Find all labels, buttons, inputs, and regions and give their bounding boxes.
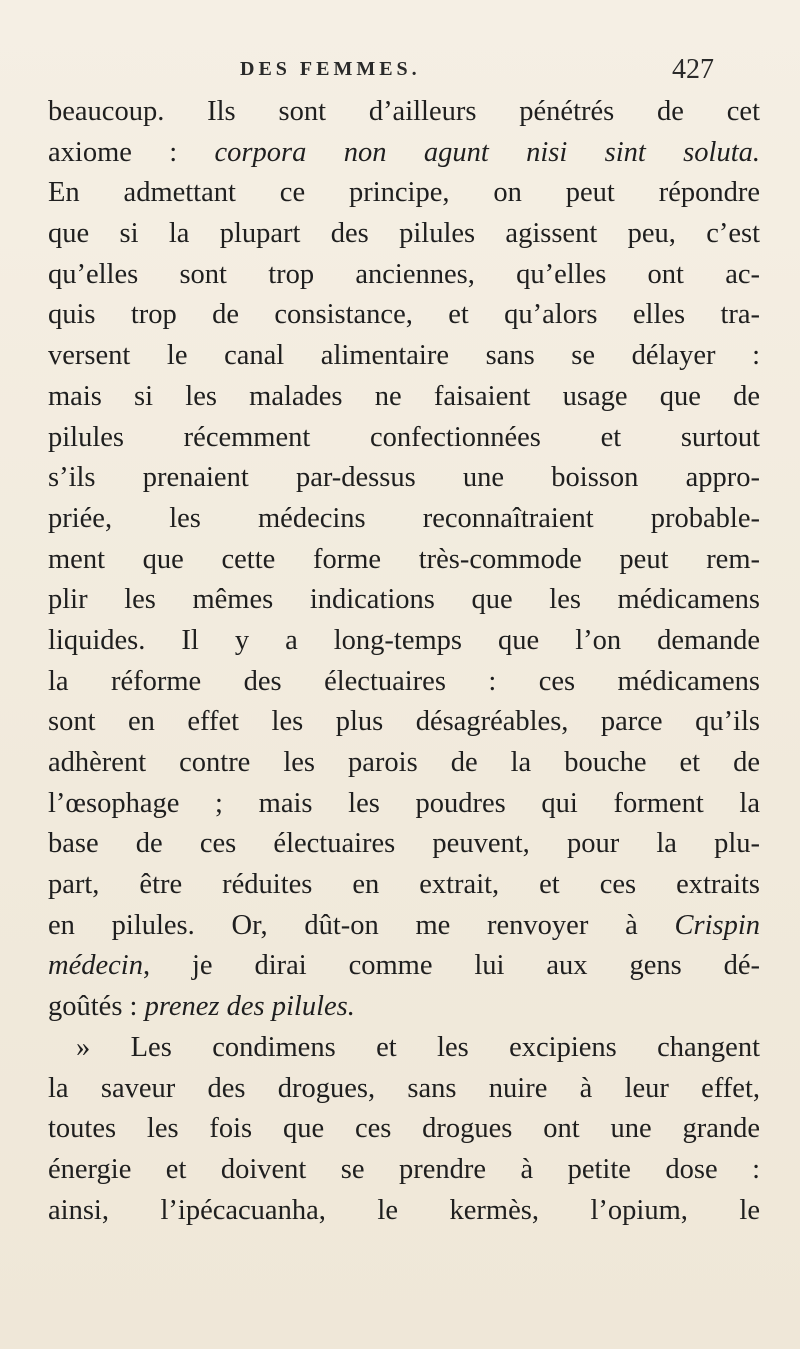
page-header xyxy=(0,54,800,94)
text-run: en pilules. Or, dût-on me renvoyer à xyxy=(48,909,675,941)
text-line xyxy=(48,662,760,703)
text-line xyxy=(48,92,760,133)
text-line xyxy=(48,1028,760,1069)
text-run: pilules récemment confectionnées et surtout xyxy=(48,421,760,453)
italic-text: médecin xyxy=(48,950,143,982)
text-line xyxy=(48,499,760,540)
text-line xyxy=(48,743,760,784)
text-run: que si la plupart des pilules agissent peu, c’est xyxy=(48,218,760,250)
text-line xyxy=(48,621,760,662)
text-line xyxy=(48,255,760,296)
italic-text: Crispin xyxy=(674,909,760,941)
text-run: priée, les médecins reconnaîtraient probable- xyxy=(48,502,760,534)
text-run: beaucoup. Ils sont d’ailleurs pénétrés de cet xyxy=(48,96,760,127)
text-run: énergie et doivent se prendre à petite dose : xyxy=(48,1153,760,1185)
text-line xyxy=(48,987,760,1028)
text-line xyxy=(48,1069,760,1110)
page-number: 427 xyxy=(672,54,714,85)
text-line xyxy=(48,133,760,174)
body-text xyxy=(48,92,760,1231)
text-line xyxy=(48,377,760,418)
text-run: mais si les malades ne faisaient usage que de xyxy=(48,380,760,412)
italic-text: corpora non agunt nisi sint soluta. xyxy=(214,136,760,168)
running-head: DES FEMMES. xyxy=(240,58,421,80)
text-run: , je dirai comme lui aux gens dé- xyxy=(142,950,760,982)
text-run: ment que cette forme très-commode peut rem- xyxy=(48,543,760,575)
text-line xyxy=(48,540,760,581)
text-run: toutes les fois que ces drogues ont une grande xyxy=(48,1113,760,1145)
text-line xyxy=(48,458,760,499)
text-line xyxy=(48,1109,760,1150)
text-line xyxy=(48,824,760,865)
text-run: En admettant ce principe, on peut répondre xyxy=(48,177,760,209)
text-run: base de ces électuaires peuvent, pour la plu- xyxy=(48,828,760,860)
text-line xyxy=(48,418,760,459)
text-run: qu’elles sont trop anciennes, qu’elles ont ac- xyxy=(48,258,760,290)
text-run: adhèrent contre les parois de la bouche et de xyxy=(48,747,760,778)
text-run: quis trop de consistance, et qu’alors elles tra- xyxy=(48,299,760,331)
text-line xyxy=(48,295,760,336)
text-run: » Les condimens et les excipiens changent xyxy=(76,1031,760,1063)
text-run: plir les mêmes indications que les médicamens xyxy=(48,584,760,616)
text-line xyxy=(48,173,760,214)
italic-text: prenez des pilules. xyxy=(144,991,355,1023)
text-run: versent le canal alimentaire sans se délayer : xyxy=(48,340,760,372)
text-line xyxy=(48,580,760,621)
text-line xyxy=(48,1191,760,1232)
text-line xyxy=(48,214,760,255)
text-line xyxy=(48,865,760,906)
text-line xyxy=(48,1150,760,1191)
text-run: axiome : xyxy=(48,136,215,168)
text-line xyxy=(48,906,760,947)
text-run: la réforme des électuaires : ces médicamens xyxy=(48,665,760,697)
text-run: ainsi, l’ipécacuanha, le kermès, l’opium, le xyxy=(48,1194,760,1226)
text-run: part, être réduites en extrait, et ces extraits xyxy=(48,869,760,901)
text-run: liquides. Il y a long-temps que l’on demande xyxy=(48,624,760,656)
text-run: la saveur des drogues, sans nuire à leur effet, xyxy=(48,1072,760,1104)
text-run: s’ils prenaient par-dessus une boisson appro- xyxy=(48,462,760,494)
text-line xyxy=(48,946,760,987)
text-line xyxy=(48,784,760,825)
text-run: goûtés : xyxy=(48,991,145,1023)
text-run: l’œsophage ; mais les poudres qui forment la xyxy=(48,787,760,819)
text-line xyxy=(48,336,760,377)
text-run: sont en effet les plus désagréables, parce qu’ils xyxy=(48,706,760,738)
text-line xyxy=(48,702,760,743)
